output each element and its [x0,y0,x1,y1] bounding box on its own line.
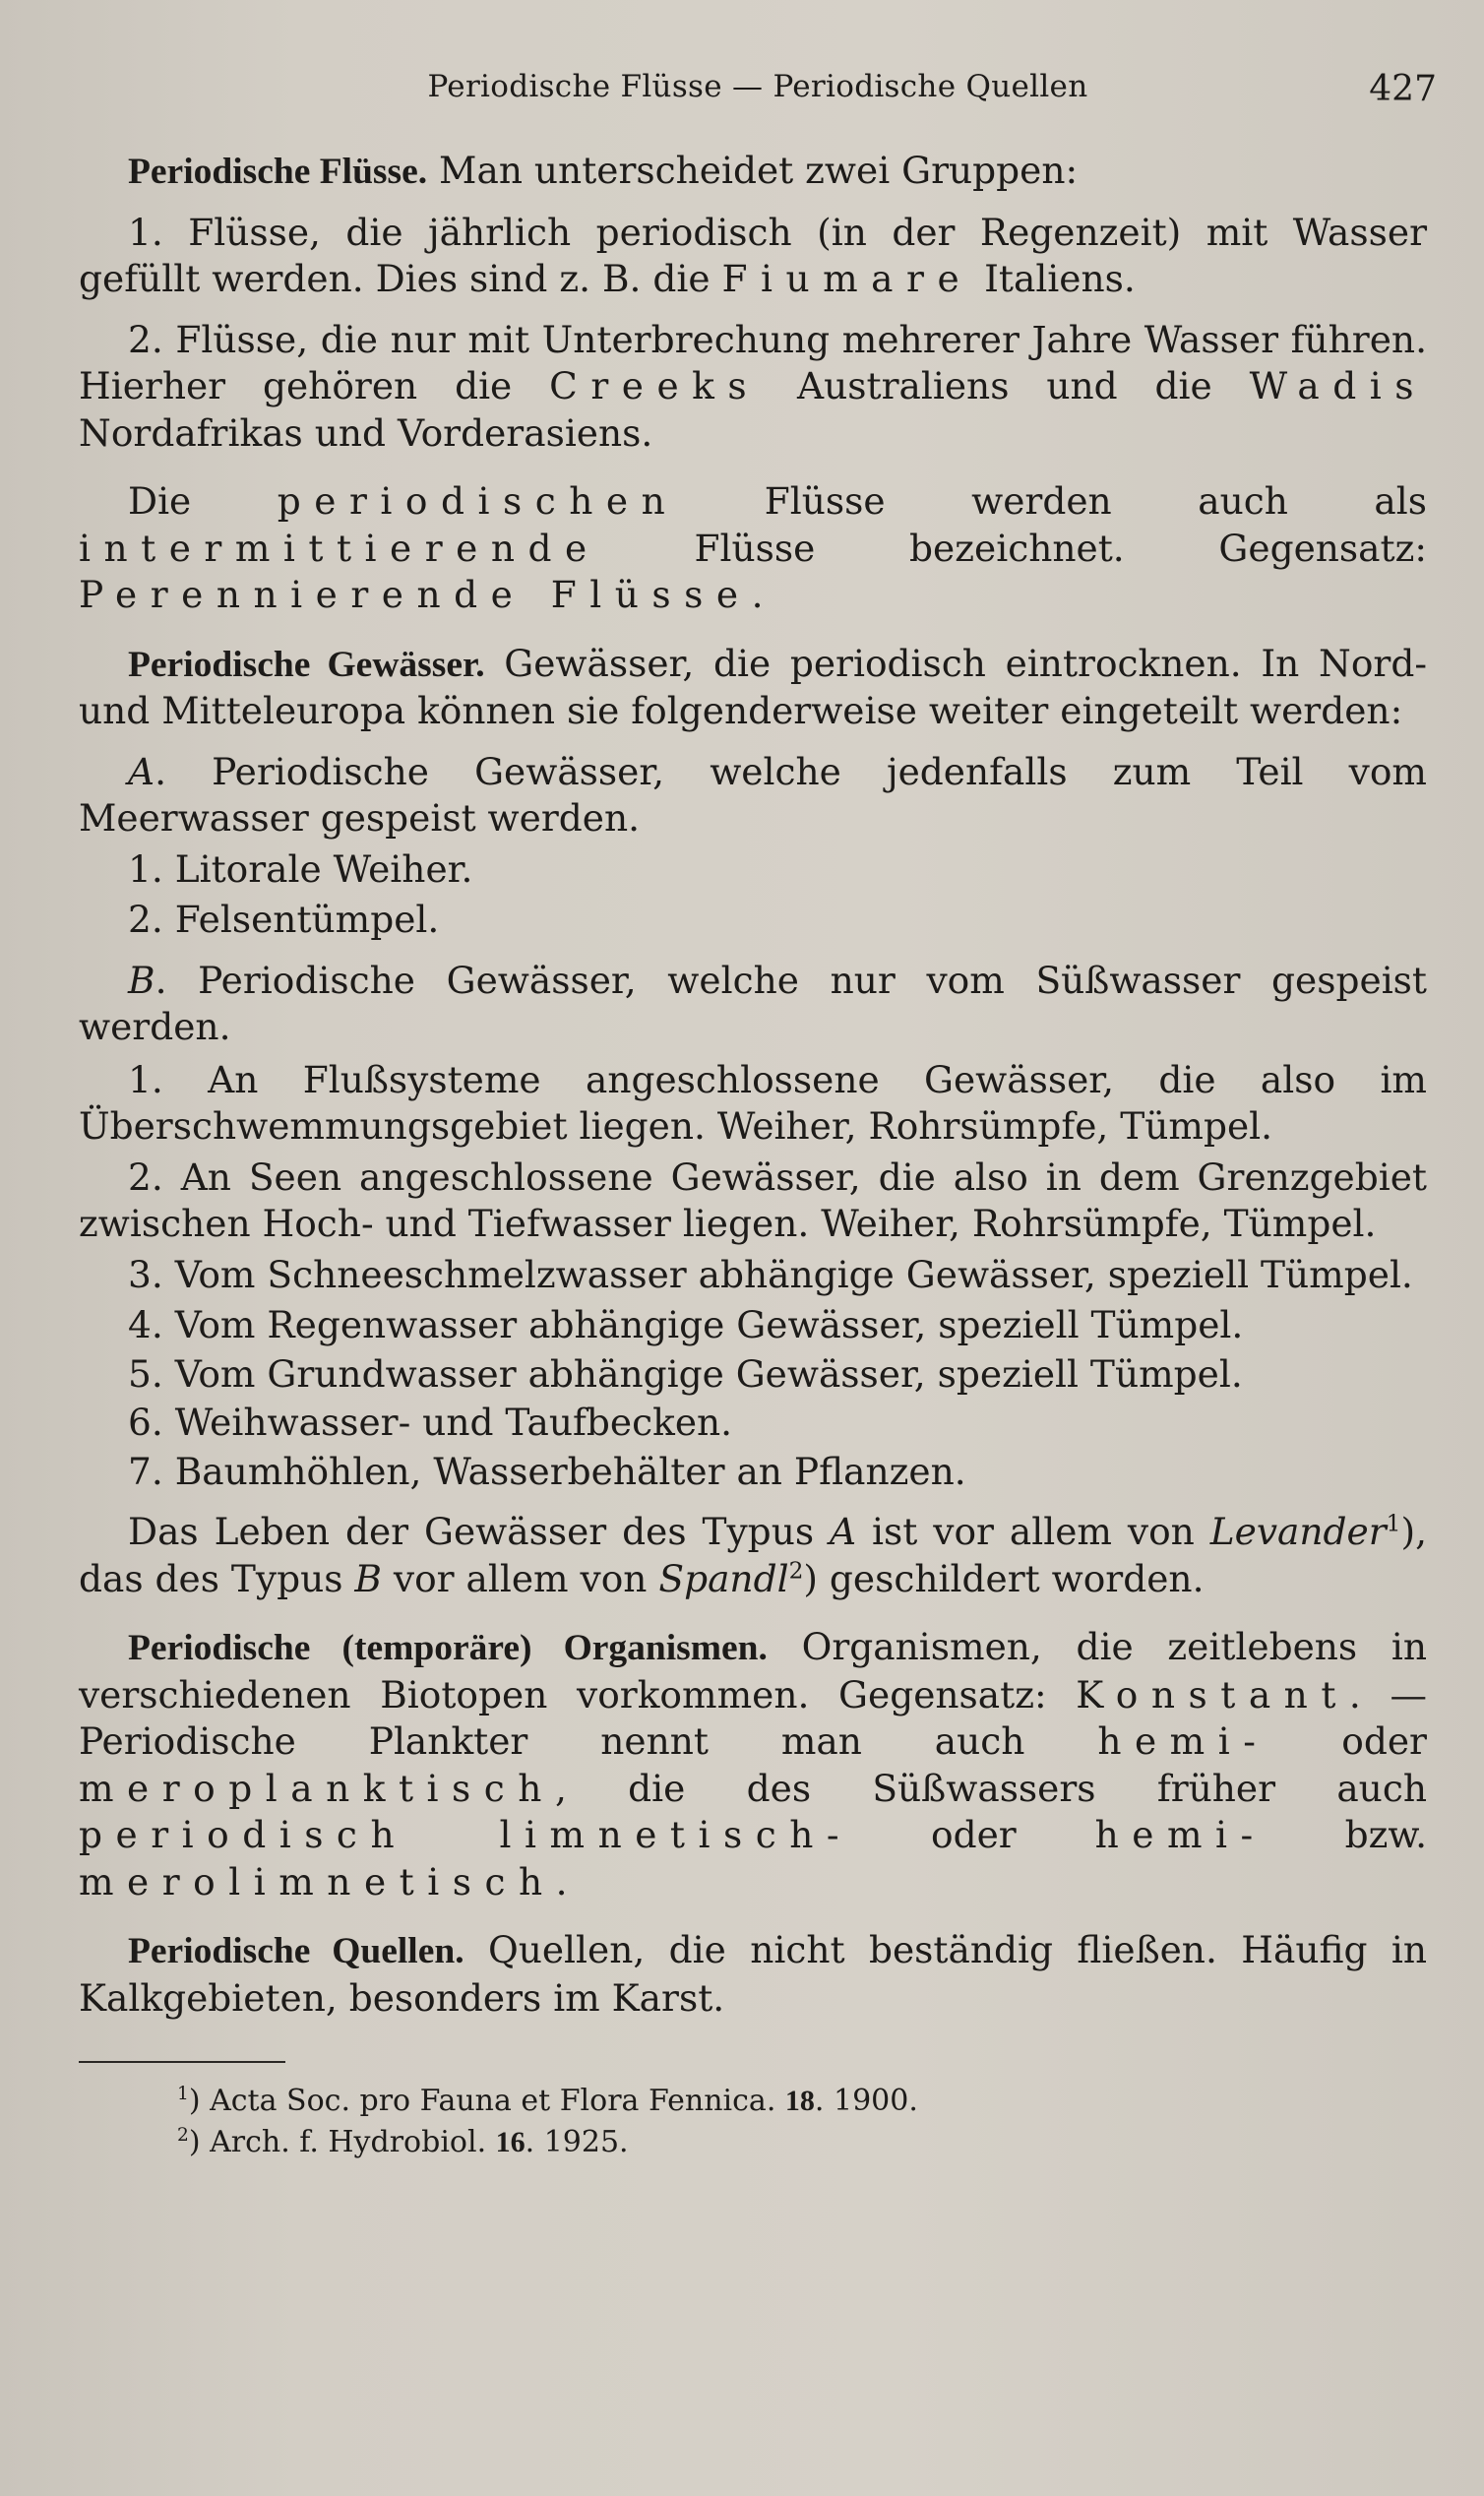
list-item: 5. Vom Grundwasser abhängige Gewässer, speziell Tümpel. [128,1351,1243,1396]
text: ist vor allem von [856,1510,1210,1553]
spaced-term: Fiumare [721,257,973,300]
text: . 1900. [814,2084,918,2118]
list-item [79,317,1427,458]
list-item: 1. An Flußsysteme angeschlossene Gewässer, die also im Überschwemmungsgebiet liegen. Weiher, Rohrsümpfe, Tümpel. [79,1057,1427,1148]
list-item: 2. An Seen angeschlossene Gewässer, die also in dem Grenzgebiet zwischen Hoch- und Tiefwasser liegen. Weiher, Rohrsümpfe, Tümpel. [79,1154,1427,1245]
paragraph-leben [79,1509,1427,1602]
text: ) Acta Soc. pro Fauna et Flora Fennica. [188,2084,785,2118]
text: Flüsse bezeichnet. Gegensatz: [599,526,1427,570]
text: . [555,1859,568,1903]
text: Das Leben der Gewässer des Typus [128,1510,831,1553]
spaced-term: merolimnetisch [79,1859,556,1903]
text: 1. Flüsse, die jährlich periodisch (in der Regenzeit) mit Wasser gefüllt werden. Dies sind z. B. die [79,210,1427,300]
spaced-term: meroplanktisch [79,1766,555,1810]
subgroup-a [79,749,1427,842]
running-head: Periodische Flüsse — Periodische Quellen [427,69,1088,104]
text: , die des Süßwassers früher auch [554,1766,1427,1810]
text: ) Arch. f. Hydrobiol. [188,2125,496,2159]
page-number: 427 [1369,69,1437,109]
text: . Periodische Gewässer, welche jedenfalls zum Teil vom Meerwasser gespeist werden. [79,749,1427,840]
text: Australiens und die [760,364,1250,407]
footnote-ref: 1 [1386,1510,1401,1537]
type-letter: B [354,1556,382,1600]
list-item: 6. Weihwasser- und Taufbecken. [128,1401,733,1444]
spaced-term: hemi- [1097,1719,1269,1763]
text: . 1925. [525,2125,629,2159]
entry-heading: Periodische (temporäre) Organismen. [128,1628,768,1668]
spaced-term: periodischen [277,479,679,523]
text: bzw. [1266,1813,1427,1856]
list-item: 3. Vom Schneeschmelzwasser abhängige Gewässer, speziell Tümpel. [128,1252,1413,1296]
text: Flüsse werden auch als [678,479,1427,523]
paragraph-organismen [79,1624,1427,1905]
text: Man unterscheidet zwei Gruppen: [427,149,1079,192]
text: Die [128,479,278,523]
spaced-term: Creeks [549,364,761,407]
spaced-term: Konstant [1076,1672,1349,1716]
text: Italiens. [972,257,1136,300]
text: Organismen, die zeitlebens in verschiedenen Biotopen vorkommen. Gegensatz: [79,1625,1427,1716]
author-name: Spandl [658,1556,789,1600]
paragraph-flusse [79,148,1427,196]
list-item: 2. Felsentümpel. [128,898,440,941]
text: vor allem von [381,1556,659,1600]
volume-number: 18 [784,2085,815,2117]
subgroup-b [79,958,1427,1051]
footnote-ref: 2 [788,1557,804,1584]
list-item [79,210,1427,303]
group-letter: A [128,749,155,793]
spaced-term: Wadis [1249,364,1428,407]
text: Quellen, die nicht beständig fließen. Häufig in Kalkgebieten, besonders im Karst. [79,1928,1427,2020]
text: . — Periodische Plankter nennt man auch [79,1672,1427,1763]
entry-heading: Periodische Gewässer. [128,644,485,685]
text: 2. Flüsse, die nur mit Unterbrechung mehrerer Jahre Wasser führen. Hierher gehören die [79,317,1427,407]
spaced-term: hemi- [1094,1813,1267,1856]
text: ) geschildert worden. [803,1556,1205,1600]
spaced-term: intermittierende [79,526,600,570]
author-name: Levander [1209,1510,1387,1553]
page-header [79,69,1437,128]
body-text [79,148,1427,2163]
spaced-term: periodisch limnetisch- [79,1813,853,1856]
paragraph-quellen [79,1927,1427,2022]
paragraph-intermittierend [79,478,1427,619]
footnote [79,2122,1427,2163]
text: ), das des Typus [79,1510,1427,1600]
text: Nordafrikas und Vorderasiens. [79,410,653,455]
entry-heading: Periodische Quellen. [128,1931,464,1971]
text: . Periodische Gewässer, welche nur vom Süßwasser gespeist werden. [79,958,1427,1048]
footnote-mark: 2 [177,2125,189,2146]
spaced-term: Perennierende Flüsse [79,573,752,616]
type-letter: A [830,1510,857,1553]
text: oder [852,1813,1095,1856]
footnote-rule [79,2061,285,2063]
text: . [751,573,764,616]
text: oder [1268,1719,1427,1763]
group-letter: B [128,958,155,1002]
entry-heading: Periodische Flüsse. [128,152,428,192]
list-item: 4. Vom Regenwasser abhängige Gewässer, speziell Tümpel. [128,1303,1244,1346]
footnote [79,2081,1427,2122]
volume-number: 16 [495,2126,526,2158]
list-item: 1. Litorale Weiher. [128,846,473,891]
footnote-mark: 1 [177,2084,189,2104]
text: Gewässer, die periodisch eintrocknen. In Nord- und Mitteleuropa können sie folgenderweise weiter eingeteilt werden: [79,641,1427,732]
paragraph-gewaesser [79,641,1427,735]
list-item: 7. Baumhöhlen, Wasserbehälter an Pflanzen. [128,1449,966,1493]
